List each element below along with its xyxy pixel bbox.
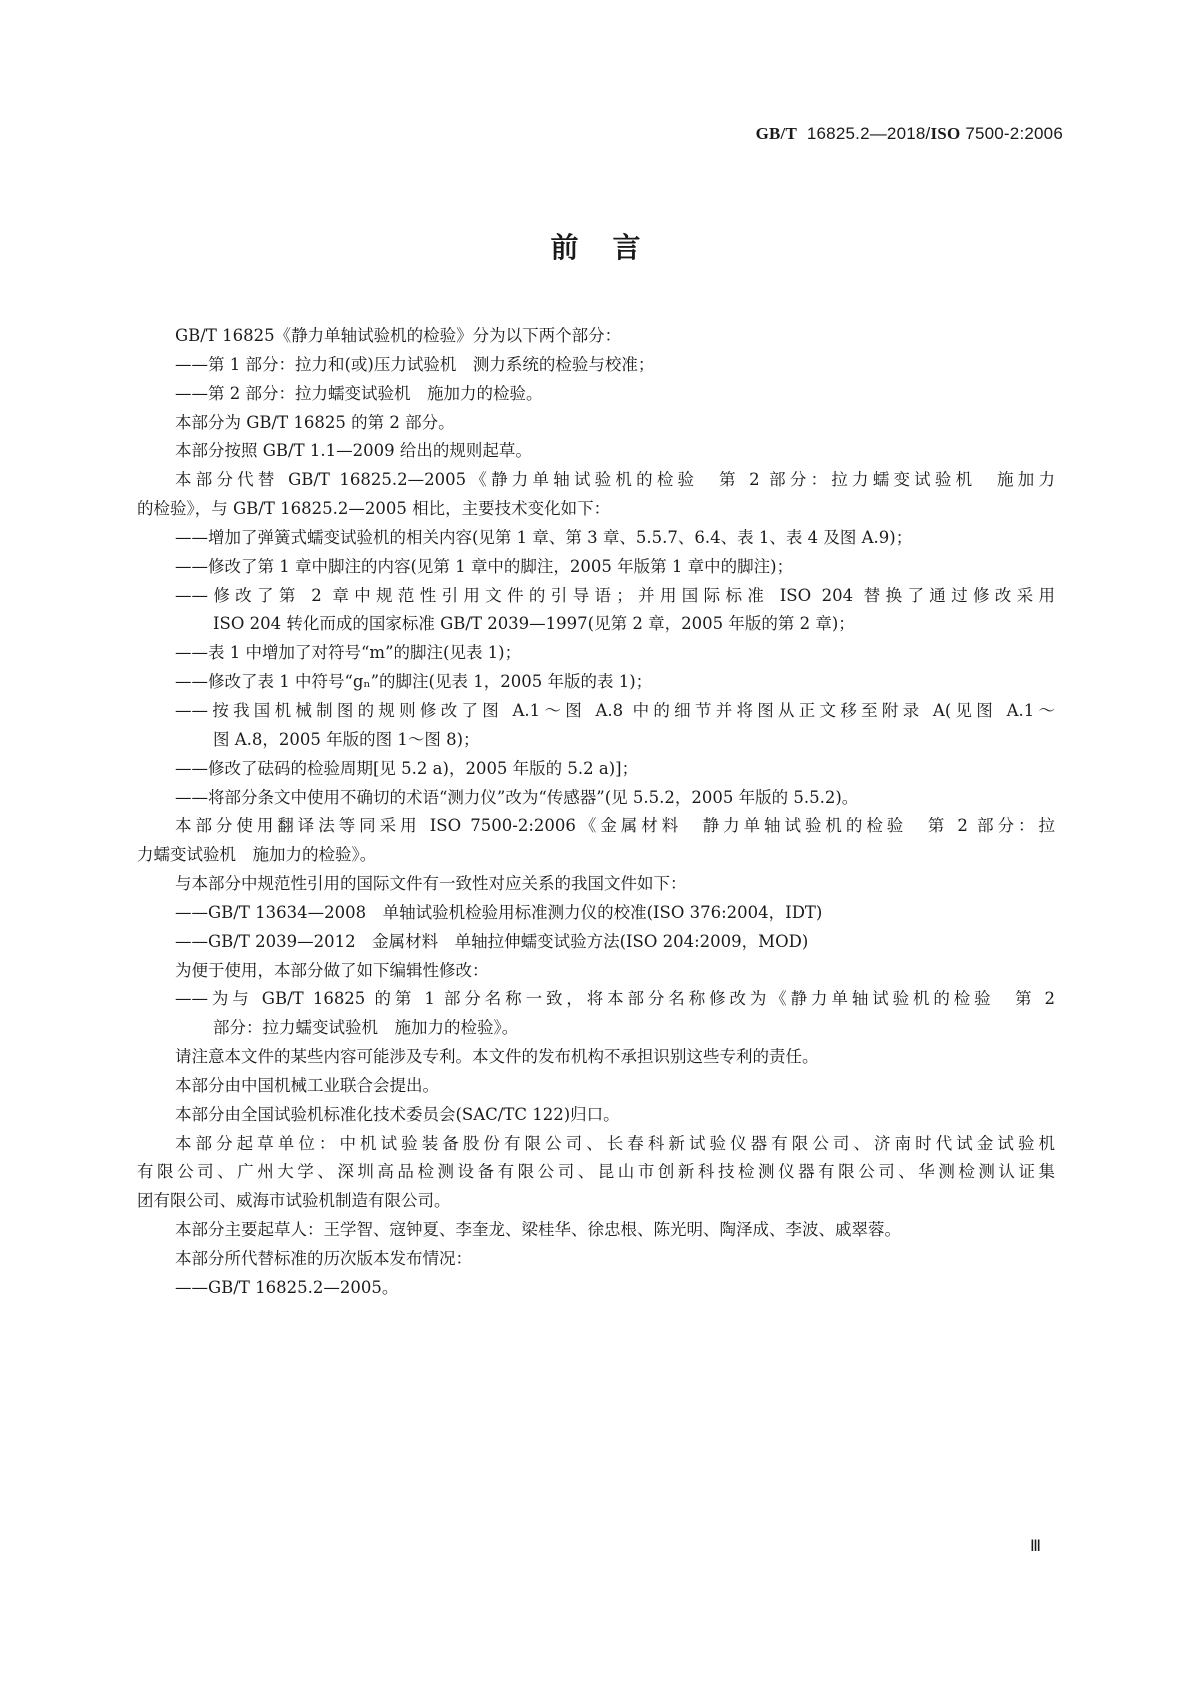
text-line: 图 A.8，2005 年版的图 1～图 8)； (213, 729, 480, 749)
text-line: 本部分使用翻译法等同采用 ISO 7500-2:2006《金属材料 静力单轴试验机的检验 第 2 部分：拉 (175, 816, 1055, 836)
text-line: ——GB/T 2039—2012 金属材料 单轴拉伸蠕变试验方法(ISO 204:2009，MOD) (175, 931, 809, 951)
text-line: GB/T 16825《静力单轴试验机的检验》分为以下两个部分： (175, 326, 622, 345)
text-line: ——第 2 部分：拉力蠕变试验机 施加力的检验。 (175, 383, 543, 403)
text-line: 本部分为 GB/T 16825 的第 2 部分。 (175, 412, 455, 432)
text-line: 本部分起草单位：中机试验装备股份有限公司、长春科新试验仪器有限公司、济南时代试金试验机 (175, 1133, 1055, 1153)
text-line: 与本部分中规范性引用的国际文件有一致性对应关系的我国文件如下： (175, 874, 687, 894)
page-number: Ⅲ (1029, 1538, 1041, 1555)
text-line: ISO 204 转化而成的国家标准 GB/T 2039—1997(见第 2 章，2005 年版的第 2 章)； (213, 614, 855, 634)
text-line: ——表 1 中增加了对符号“m”的脚注(见表 1)； (175, 643, 522, 663)
text-line: ——GB/T 16825.2—2005。 (175, 1277, 399, 1297)
text-line: 本部分由中国机械工业联合会提出。 (175, 1075, 439, 1095)
text-line: ——增加了弹簧式蠕变试验机的相关内容(见第 1 章、第 3 章、5.5.7、6.4、表 1、表 4 及图 A.9)； (175, 527, 913, 547)
text-line: 的检验》，与 GB/T 16825.2—2005 相比，主要技术变化如下： (137, 499, 611, 519)
text-line: 为便于使用，本部分做了如下编辑性修改： (175, 960, 489, 980)
text-line: 本部分按照 GB/T 1.1—2009 给出的规则起草。 (175, 441, 532, 461)
text-line: 团有限公司、威海市试验机制造有限公司。 (137, 1191, 451, 1211)
text-line: ——按我国机械制图的规则修改了图 A.1～图 A.8 中的细节并将图从正文移至附录 A(见图 A.1～ (175, 700, 1055, 720)
page-title: 前言 (550, 231, 675, 264)
iso-number: 7500-2:2006 (965, 124, 1063, 143)
standard-prefix: GB/T (755, 124, 798, 143)
text-line: 有限公司、广州大学、深圳高品检测设备有限公司、昆山市创新科技检测仪器有限公司、华测检测认证集 (137, 1162, 1055, 1182)
text-line: 本部分代替 GB/T 16825.2—2005《静力单轴试验机的检验 第 2 部分：拉力蠕变试验机 施加力 (175, 470, 1055, 490)
text-line: ——GB/T 13634—2008 单轴试验机检验用标准测力仪的校准(ISO 376:2004，IDT) (175, 902, 823, 922)
text-line: ——第 1 部分：拉力和(或)压力试验机 测力系统的检验与校准； (175, 354, 655, 374)
foreword-body (137, 322, 1055, 1303)
text-line: ——修改了表 1 中符号“gₙ”的脚注(见表 1，2005 年版的表 1)； (175, 672, 653, 692)
text-line: ——修改了第 1 章中脚注的内容(见第 1 章中的脚注，2005 年版第 1 章中的脚注)； (175, 556, 794, 576)
text-line: 本部分所代替标准的历次版本发布情况： (175, 1249, 472, 1268)
text-line: ——为与 GB/T 16825 的第 1 部分名称一致，将本部分名称修改为《静力单轴试验机的检验 第 2 (175, 989, 1055, 1009)
text-line: ——修改了砝码的检验周期[见 5.2 a)，2005 年版的 5.2 a)]； (175, 758, 639, 778)
text-line: 部分：拉力蠕变试验机 施加力的检验》。 (213, 1018, 519, 1038)
text-line: 请注意本文件的某些内容可能涉及专利。本文件的发布机构不承担识别这些专利的责任。 (175, 1047, 819, 1067)
text-line: 本部分主要起草人：王学智、寇钟夏、李奎龙、梁桂华、徐忠根、陈光明、陶泽成、李波、戚翠蓉。 (175, 1220, 901, 1240)
text-line: ——将部分条文中使用不确切的术语“测力仪”改为“传感器”(见 5.5.2，2005 年版的 5.5.2)。 (175, 787, 859, 807)
text-line: 力蠕变试验机 施加力的检验》。 (137, 845, 377, 865)
standard-code-header (756, 124, 1063, 144)
text-line: 本部分由全国试验机标准化技术委员会(SAC/TC 122)归口。 (175, 1104, 620, 1124)
text-line: ——修改了第 2 章中规范性引用文件的引导语；并用国际标准 ISO 204 替换了通过修改采用 (175, 585, 1055, 605)
iso-prefix: ISO (930, 124, 961, 143)
standard-number: 16825.2—2018/ (806, 124, 931, 143)
